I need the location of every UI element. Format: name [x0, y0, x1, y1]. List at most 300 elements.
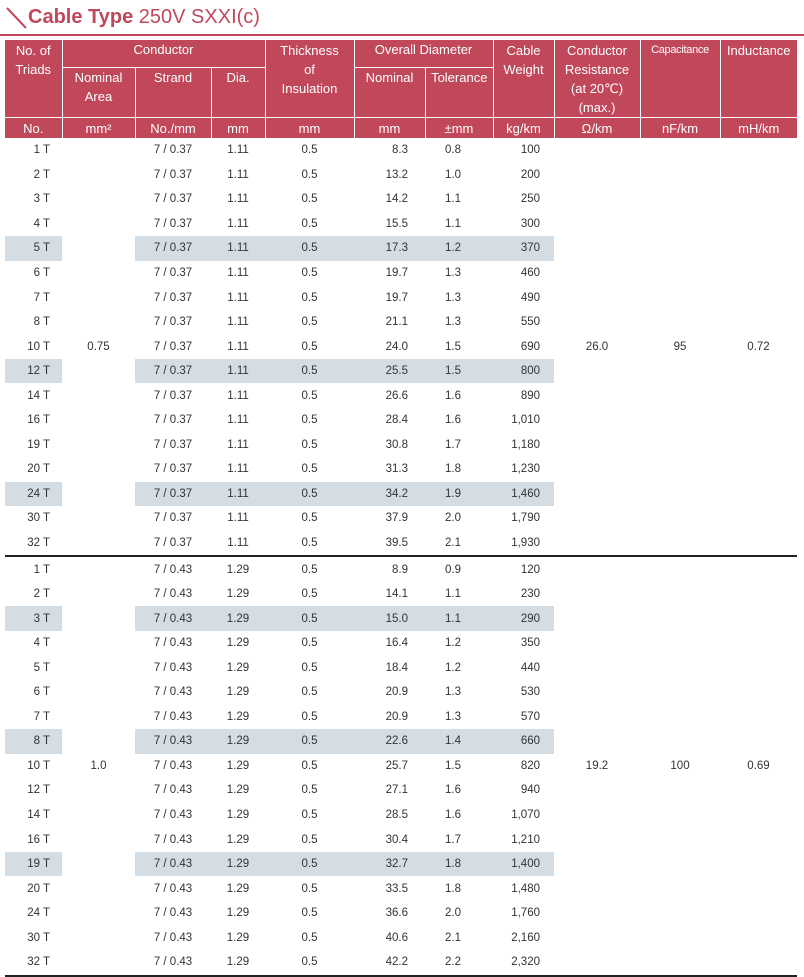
- cell-inductance: [720, 803, 797, 828]
- cell-capacitance: [640, 482, 720, 507]
- header-no-of-triads: [5, 40, 62, 118]
- cell-no: 32 T: [5, 950, 62, 976]
- cell-nominal-area: [62, 876, 135, 901]
- cell-nominal: 16.4: [385, 637, 408, 650]
- cell-nominal: 30.8: [385, 438, 408, 451]
- cell-strand: 7 / 0.37: [135, 359, 211, 384]
- cell-dia: 1.11: [227, 217, 249, 230]
- cell-weight: 1,180: [511, 438, 540, 451]
- cell-thickness: 0.5: [301, 833, 318, 846]
- cell-strand: 7 / 0.37: [153, 438, 193, 451]
- cell-inductance: [720, 310, 797, 335]
- table-row: [5, 359, 797, 384]
- cell-strand: 7 / 0.37: [153, 168, 193, 181]
- cell-strand: 7 / 0.37: [153, 463, 193, 476]
- cell-strand: 7 / 0.43: [153, 686, 193, 699]
- cell-resistance: [554, 457, 640, 482]
- cell-strand: 7 / 0.43: [153, 882, 193, 895]
- cell-resistance: [554, 950, 640, 976]
- cell-no: 16 T: [27, 414, 50, 427]
- cell-resistance: [554, 408, 640, 433]
- cell-strand: 7 / 0.43: [153, 907, 193, 920]
- header-nominal: Nominal: [354, 68, 425, 118]
- cell-strand: 7 / 0.37: [153, 316, 193, 329]
- header-inductance: Inductance: [720, 40, 797, 118]
- cell-dia: 1.29: [211, 606, 265, 631]
- cell-thickness: 0.5: [265, 236, 354, 261]
- cell-tolerance: 1.6: [445, 414, 461, 427]
- cell-strand: 7 / 0.37: [153, 144, 193, 157]
- cell-thickness: 0.5: [265, 950, 354, 976]
- cell-resistance: [554, 433, 640, 458]
- cell-thickness: 0.5: [301, 931, 318, 944]
- cell-tolerance: 1.3: [445, 291, 461, 304]
- cell-capacitance: [640, 138, 720, 163]
- cell-dia: 1.11: [227, 316, 249, 329]
- cell-weight: 440: [520, 661, 540, 674]
- cell-weight: 460: [520, 267, 540, 279]
- cell-strand: 7 / 0.43: [153, 759, 193, 772]
- cell-inductance: [720, 631, 797, 656]
- cell-capacitance: [640, 163, 720, 188]
- cell-weight: 660: [493, 729, 554, 754]
- cell-resistance: [554, 359, 640, 384]
- cell-no: 12 T: [5, 359, 62, 384]
- table-row: [5, 457, 797, 482]
- cell-no: 8 T: [5, 729, 62, 754]
- cell-weight: 1,930: [493, 531, 554, 557]
- header-conductor-resistance: [554, 40, 640, 118]
- cell-tolerance: 1.8: [445, 463, 461, 476]
- header-conductor-resistance-label: Conductor Resistance (at 20℃)(max.): [564, 43, 630, 115]
- cell-tolerance: 1.2: [445, 661, 461, 674]
- cell-nominal-area: [62, 950, 135, 976]
- cell-inductance: [720, 901, 797, 926]
- cell-tolerance: 1.7: [445, 833, 461, 846]
- table-row: [5, 138, 797, 163]
- table-row: [5, 705, 797, 730]
- cell-weight: 370: [493, 236, 554, 261]
- cell-resistance: [554, 163, 640, 188]
- cell-nominal: 21.1: [385, 316, 408, 329]
- cell-nominal: 13.2: [385, 168, 408, 181]
- header-strand: Strand: [135, 68, 211, 118]
- cell-thickness: 0.5: [301, 291, 318, 304]
- cell-strand: 7 / 0.43: [153, 710, 193, 723]
- cell-nominal: 20.9: [385, 686, 408, 699]
- cell-nominal-area: [62, 212, 135, 237]
- cell-capacitance: [640, 901, 720, 926]
- cell-inductance: [720, 457, 797, 482]
- cell-no: 4 T: [33, 217, 50, 230]
- cell-dia: 1.29: [226, 661, 250, 674]
- cell-tolerance: 1.2: [425, 236, 493, 261]
- cell-thickness: 0.5: [301, 710, 318, 723]
- cell-nominal: 25.7: [385, 759, 408, 772]
- cell-weight: 2,320: [493, 950, 554, 976]
- table-row: [5, 334, 797, 359]
- cell-no: 8 T: [33, 316, 50, 329]
- cell-capacitance: [640, 950, 720, 976]
- cell-no: 30 T: [27, 512, 50, 525]
- cell-inductance: [720, 482, 797, 507]
- cell-nominal: 33.5: [385, 882, 408, 895]
- cell-resistance: [554, 827, 640, 852]
- cell-strand: 7 / 0.43: [153, 784, 193, 797]
- cell-tolerance: 1.3: [445, 686, 461, 699]
- cell-thickness: 0.5: [265, 531, 354, 557]
- cell-nominal: 39.5: [354, 531, 425, 557]
- table-row: [5, 680, 797, 705]
- unit-resistance: Ω/km: [554, 118, 640, 139]
- cell-no: 5 T: [33, 661, 50, 674]
- cell-capacitance: [640, 631, 720, 656]
- cell-capacitance: 95: [673, 340, 687, 353]
- cell-resistance: [554, 778, 640, 803]
- header-nominal-area-label: Nominal Area: [74, 70, 123, 105]
- table-row: [5, 778, 797, 803]
- cell-nominal-area: [62, 457, 135, 482]
- cell-resistance: [554, 310, 640, 335]
- header-overall-diameter: Overall Diameter: [354, 40, 493, 68]
- cell-tolerance: 2.0: [445, 907, 461, 920]
- cell-dia: 1.29: [226, 907, 250, 920]
- cell-tolerance: 1.3: [445, 267, 461, 279]
- cell-inductance: [720, 655, 797, 680]
- cell-nominal: 15.5: [385, 217, 408, 230]
- unit-no: No.: [5, 118, 62, 139]
- table-row: [5, 531, 797, 557]
- cell-no: 16 T: [27, 833, 50, 846]
- table-row: [5, 482, 797, 507]
- cell-capacitance: [640, 261, 720, 286]
- cell-capacitance: [640, 187, 720, 212]
- cell-strand: 7 / 0.37: [153, 193, 193, 206]
- cell-nominal: 17.3: [354, 236, 425, 261]
- cell-dia: 1.11: [227, 438, 249, 451]
- header-dia: Dia.: [211, 68, 265, 118]
- cell-nominal-area: [62, 606, 135, 631]
- cell-nominal: 14.2: [385, 193, 408, 206]
- cell-nominal-area: [62, 926, 135, 951]
- cell-nominal: 40.6: [385, 931, 408, 944]
- cell-capacitance: [640, 310, 720, 335]
- cell-dia: 1.29: [226, 882, 250, 895]
- cell-resistance: 26.0: [585, 340, 609, 353]
- table-row: [5, 655, 797, 680]
- unit-nominal: mm: [354, 118, 425, 139]
- cell-nominal-area: 1.0: [90, 759, 107, 772]
- cell-resistance: [554, 901, 640, 926]
- cell-strand: 7 / 0.43: [135, 606, 211, 631]
- cell-nominal-area: [62, 359, 135, 384]
- cell-tolerance: 1.8: [425, 852, 493, 877]
- cell-strand: 7 / 0.37: [153, 217, 193, 230]
- cell-dia: 1.29: [226, 710, 250, 723]
- cell-resistance: [554, 876, 640, 901]
- cell-resistance: [554, 212, 640, 237]
- cell-nominal: 28.5: [385, 809, 408, 822]
- cell-capacitance: [640, 457, 720, 482]
- cell-thickness: 0.5: [301, 316, 318, 329]
- cell-dia: 1.11: [227, 463, 249, 476]
- cell-weight: 1,010: [511, 414, 540, 427]
- table-row: [5, 631, 797, 656]
- cell-dia: 1.11: [227, 512, 249, 525]
- unit-capacitance: nF/km: [640, 118, 720, 139]
- cell-weight: 1,230: [511, 463, 540, 476]
- table-row: [5, 950, 797, 976]
- cell-inductance: [720, 138, 797, 163]
- cell-capacitance: [640, 408, 720, 433]
- cell-resistance: [554, 852, 640, 877]
- cell-dia: 1.29: [226, 686, 250, 699]
- header-no-of-triads-label: No. of Triads: [15, 43, 52, 77]
- cell-resistance: [554, 705, 640, 730]
- cell-dia: 1.11: [227, 193, 249, 206]
- cell-dia: 1.29: [226, 563, 250, 576]
- table-row: [5, 408, 797, 433]
- cell-strand: 7 / 0.43: [153, 563, 193, 576]
- cell-inductance: [720, 556, 797, 582]
- cell-no: 3 T: [33, 193, 50, 206]
- table-row: [5, 261, 797, 286]
- table-row: [5, 236, 797, 261]
- table-row: [5, 212, 797, 237]
- cell-capacitance: [640, 582, 720, 607]
- cell-capacitance: [640, 655, 720, 680]
- cell-dia: 1.11: [227, 267, 249, 279]
- cell-nominal-area: [62, 901, 135, 926]
- cell-strand: 7 / 0.43: [153, 661, 193, 674]
- page-title: [28, 4, 260, 30]
- cell-nominal-area: [62, 852, 135, 877]
- title-bold: Cable Type: [28, 6, 134, 28]
- cell-no: 1 T: [33, 563, 50, 576]
- cell-nominal: 32.7: [354, 852, 425, 877]
- cell-no: 5 T: [5, 236, 62, 261]
- cell-capacitance: [640, 433, 720, 458]
- header-conductor: Conductor: [62, 40, 265, 68]
- cell-no: 24 T: [5, 482, 62, 507]
- cell-dia: 1.29: [226, 784, 250, 797]
- cell-no: 24 T: [27, 907, 50, 920]
- cell-weight: 290: [493, 606, 554, 631]
- cell-thickness: 0.5: [301, 637, 318, 650]
- cell-nominal: 15.0: [354, 606, 425, 631]
- table-row: [5, 433, 797, 458]
- cell-weight: 350: [520, 637, 540, 650]
- cell-dia: 1.11: [227, 340, 249, 353]
- cell-no: 32 T: [5, 531, 62, 557]
- cell-strand: 7 / 0.43: [153, 931, 193, 944]
- cell-strand: 7 / 0.43: [135, 950, 211, 976]
- cell-thickness: 0.5: [301, 340, 318, 353]
- cell-nominal: 28.4: [385, 414, 408, 427]
- cell-no: 20 T: [27, 882, 50, 895]
- table-row: [5, 556, 797, 582]
- cell-resistance: 19.2: [585, 759, 609, 772]
- cell-nominal: 31.3: [385, 463, 408, 476]
- cell-dia: 1.29: [226, 588, 250, 601]
- cell-nominal: 25.5: [354, 359, 425, 384]
- cell-capacitance: [640, 926, 720, 951]
- cell-inductance: [720, 187, 797, 212]
- cell-inductance: [720, 531, 797, 557]
- cell-no: 6 T: [33, 267, 50, 279]
- cell-tolerance: 1.8: [445, 882, 461, 895]
- cell-tolerance: 1.6: [445, 809, 461, 822]
- cell-nominal-area: [62, 655, 135, 680]
- unit-tolerance: ±mm: [425, 118, 493, 139]
- cell-dia: 1.11: [211, 482, 265, 507]
- cell-nominal: 14.1: [385, 588, 408, 601]
- cell-capacitance: [640, 606, 720, 631]
- cell-thickness: 0.5: [265, 606, 354, 631]
- cell-nominal-area: [62, 236, 135, 261]
- header-capacitance: Capacitance: [640, 40, 720, 118]
- cell-weight: 2,160: [511, 931, 540, 944]
- cell-weight: 550: [520, 316, 540, 329]
- cell-tolerance: 1.1: [425, 606, 493, 631]
- cell-inductance: [720, 261, 797, 286]
- cell-capacitance: [640, 359, 720, 384]
- cell-no: 2 T: [33, 588, 50, 601]
- cell-nominal: 24.0: [385, 340, 408, 353]
- cell-nominal: 26.6: [385, 389, 408, 402]
- cell-nominal-area: [62, 531, 135, 557]
- cell-no: 19 T: [5, 852, 62, 877]
- cell-nominal-area: [62, 138, 135, 163]
- cell-nominal-area: [62, 556, 135, 582]
- cell-strand: 7 / 0.37: [153, 414, 193, 427]
- table-row: [5, 729, 797, 754]
- cell-weight: 800: [493, 359, 554, 384]
- cell-inductance: [720, 408, 797, 433]
- cell-nominal: 20.9: [385, 710, 408, 723]
- cell-tolerance: 1.3: [445, 316, 461, 329]
- cell-tolerance: 1.4: [425, 729, 493, 754]
- cell-nominal: 19.7: [385, 291, 408, 304]
- cell-nominal-area: [62, 705, 135, 730]
- cell-thickness: 0.5: [301, 907, 318, 920]
- unit-thickness: mm: [265, 118, 354, 139]
- cell-strand: 7 / 0.43: [153, 833, 193, 846]
- unit-strand: No./mm: [135, 118, 211, 139]
- unit-nominal-area: mm²: [62, 118, 135, 139]
- table-row: [5, 827, 797, 852]
- cell-no: 12 T: [27, 784, 50, 797]
- cell-capacitance: [640, 285, 720, 310]
- cell-tolerance: 2.1: [445, 931, 461, 944]
- cell-dia: 1.29: [211, 852, 265, 877]
- cell-strand: 7 / 0.43: [153, 637, 193, 650]
- cell-thickness: 0.5: [301, 686, 318, 699]
- cell-nominal: 8.3: [392, 144, 408, 157]
- cell-weight: 300: [520, 217, 540, 230]
- cell-thickness: 0.5: [301, 809, 318, 822]
- cell-inductance: 0.69: [747, 759, 770, 772]
- cell-strand: 7 / 0.43: [153, 588, 193, 601]
- cell-resistance: [554, 655, 640, 680]
- cell-weight: 890: [520, 389, 540, 402]
- cell-nominal-area: [62, 827, 135, 852]
- cell-tolerance: 0.9: [445, 563, 461, 576]
- cell-tolerance: 1.2: [445, 637, 461, 650]
- table-row: [5, 754, 797, 779]
- cell-nominal: 19.7: [385, 267, 408, 279]
- cell-inductance: [720, 433, 797, 458]
- cell-dia: 1.29: [226, 931, 250, 944]
- cell-weight: 1,460: [493, 482, 554, 507]
- cell-inductance: [720, 778, 797, 803]
- cell-nominal-area: [62, 482, 135, 507]
- cell-thickness: 0.5: [301, 588, 318, 601]
- cell-no: 2 T: [33, 168, 50, 181]
- cell-dia: 1.11: [211, 236, 265, 261]
- cell-no: 4 T: [33, 637, 50, 650]
- cell-inductance: [720, 236, 797, 261]
- cell-dia: 1.11: [211, 359, 265, 384]
- cell-resistance: [554, 236, 640, 261]
- cell-inductance: [720, 606, 797, 631]
- unit-weight: kg/km: [493, 118, 554, 139]
- header-thickness: [265, 40, 354, 118]
- cell-resistance: [554, 383, 640, 408]
- cell-tolerance: 1.0: [445, 168, 461, 181]
- cell-nominal-area: [62, 433, 135, 458]
- cell-capacitance: [640, 680, 720, 705]
- cell-capacitance: [640, 803, 720, 828]
- cell-capacitance: [640, 827, 720, 852]
- cell-nominal-area: [62, 187, 135, 212]
- cell-tolerance: 1.6: [445, 389, 461, 402]
- cell-thickness: 0.5: [301, 168, 318, 181]
- cell-nominal-area: [62, 631, 135, 656]
- cell-tolerance: 0.8: [445, 144, 461, 157]
- cell-resistance: [554, 729, 640, 754]
- cell-nominal-area: [62, 310, 135, 335]
- cell-thickness: 0.5: [301, 217, 318, 230]
- cell-inductance: [720, 383, 797, 408]
- table-row: [5, 901, 797, 926]
- cell-no: 30 T: [27, 931, 50, 944]
- cell-tolerance: 1.5: [425, 359, 493, 384]
- cell-thickness: 0.5: [301, 512, 318, 525]
- cell-inductance: [720, 582, 797, 607]
- cell-thickness: 0.5: [265, 852, 354, 877]
- cell-thickness: 0.5: [301, 267, 318, 279]
- cell-resistance: [554, 582, 640, 607]
- cell-weight: 1,210: [511, 833, 540, 846]
- cell-inductance: [720, 285, 797, 310]
- header-tolerance: Tolerance: [425, 68, 493, 118]
- cell-capacitance: [640, 876, 720, 901]
- cell-strand: 7 / 0.37: [135, 236, 211, 261]
- cell-strand: 7 / 0.37: [153, 512, 193, 525]
- cell-thickness: 0.5: [301, 144, 318, 157]
- cell-thickness: 0.5: [301, 882, 318, 895]
- cell-resistance: [554, 261, 640, 286]
- cell-strand: 7 / 0.37: [153, 291, 193, 304]
- table-row: [5, 852, 797, 877]
- cell-inductance: [720, 950, 797, 976]
- cell-tolerance: 1.1: [445, 588, 461, 601]
- cell-weight: 250: [520, 193, 540, 206]
- cell-weight: 530: [520, 686, 540, 699]
- cell-weight: 100: [520, 144, 540, 157]
- cell-strand: 7 / 0.37: [153, 267, 193, 279]
